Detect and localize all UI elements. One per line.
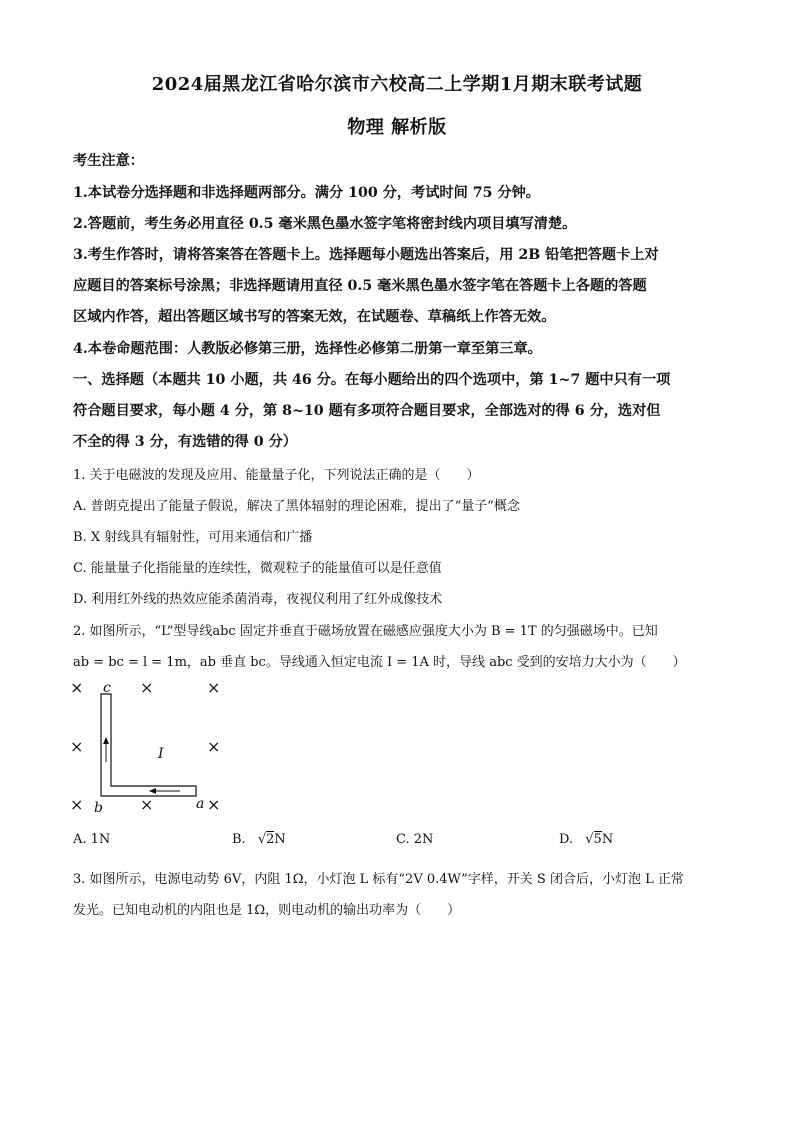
- option-d-prefix: D.: [559, 832, 574, 847]
- sqrt-expression: √2N: [257, 832, 286, 847]
- q2-option-a: A. 1N: [73, 832, 111, 847]
- q2-stem-line-1: 2. 如图所示，“L”型导线abc 固定并垂直于磁场放置在磁感应强度大小为 B = 1T 的匀强磁场中。已知: [73, 624, 658, 639]
- notice-item-1: 1.本试卷分选择题和非选择题两部分。满分 100 分，考试时间 75 分钟。: [73, 185, 540, 201]
- q2-option-d: [559, 832, 613, 847]
- exam-subtitle: 物理 解析版: [347, 117, 447, 138]
- label-c: c: [103, 680, 111, 696]
- notice-item-3-line-2: 应题目的答案标号涂黑；非选择题请用直径 0.5 毫米黑色墨水签字笔在答题卡上各题的答题: [73, 278, 647, 294]
- l-shaped-wire: [101, 694, 196, 796]
- notice-item-4: 4.本卷命题范围：人教版必修第三册，选择性必修第二册第一章至第三章。: [73, 341, 542, 357]
- notice-heading: 考生注意：: [73, 153, 144, 169]
- notice-item-2: 2.答题前，考生务必用直径 0.5 毫米黑色墨水签字笔将密封线内项目填写清楚。: [73, 216, 577, 232]
- exam-title: 2024届黑龙江省哈尔滨市六校高二上学期1月期末联考试题: [151, 74, 643, 95]
- notice-item-3-line-3: 区域内作答，超出答题区域书写的答案无效，在试题卷、草稿纸上作答无效。: [73, 309, 556, 325]
- cross-mark: ×: [70, 678, 84, 697]
- option-b-prefix: B.: [232, 832, 246, 847]
- q1-option-c: C. 能量量子化指能量的连续性，微观粒子的能量值可以是任意值: [73, 561, 442, 576]
- cross-mark: ×: [70, 737, 84, 756]
- cross-mark: ×: [140, 678, 154, 697]
- q2-option-b: [232, 832, 286, 847]
- q1-option-b: B. X 射线具有辐射性，可用来通信和广播: [73, 530, 313, 545]
- q1-option-a: A. 普朗克提出了能量子假说，解决了黑体辐射的理论困难，提出了“量子”概念: [73, 499, 520, 514]
- label-I: I: [158, 746, 164, 762]
- q2-option-c: C. 2N: [396, 832, 434, 847]
- q3-stem-line-1: 3. 如图所示，电源电动势 6V，内阻 1Ω，小灯泡 L 标有“2V 0.4W”字样，开关 S 闭合后，小灯泡 L 正常: [73, 872, 684, 887]
- cross-mark: ×: [207, 737, 221, 756]
- arrow-head-up: [103, 737, 109, 744]
- notice-item-3-line-1: 3.考生作答时，请将答案答在答题卡上。选择题每小题选出答案后，用 2B 铅笔把答题卡上对: [73, 247, 659, 263]
- q1-stem: 1. 关于电磁波的发现及应用、能量量子化，下列说法正确的是（ ）: [73, 468, 480, 483]
- label-a: a: [196, 796, 205, 812]
- q1-option-d: D. 利用红外线的热效应能杀菌消毒，夜视仪利用了红外成像技术: [73, 592, 443, 607]
- cross-mark: ×: [140, 795, 154, 814]
- sqrt-expression: √5N: [585, 832, 614, 847]
- label-b: b: [94, 800, 103, 816]
- cross-mark: ×: [207, 795, 221, 814]
- section-1-line-3: 不全的得 3 分，有选错的得 0 分）: [73, 434, 297, 450]
- arrow-head-left: [149, 788, 156, 794]
- cross-mark: ×: [207, 678, 221, 697]
- section-1-line-1: 一、选择题（本题共 10 小题，共 46 分。在每小题给出的四个选项中，第 1~7 题中只有一项: [73, 372, 671, 388]
- section-1-line-2: 符合题目要求，每小题 4 分，第 8~10 题有多项符合题目要求，全部选对的得 6 分，选对但: [73, 403, 661, 419]
- q3-stem-line-2: 发光。已知电动机的内阻也是 1Ω，则电动机的输出功率为（ ）: [73, 903, 461, 918]
- q2-stem-line-2: ab = bc = l = 1m，ab 垂直 bc。导线通入恒定电流 I = 1A 时，导线 abc 受到的安培力大小为（ ）: [73, 655, 686, 670]
- cross-mark: ×: [70, 795, 84, 814]
